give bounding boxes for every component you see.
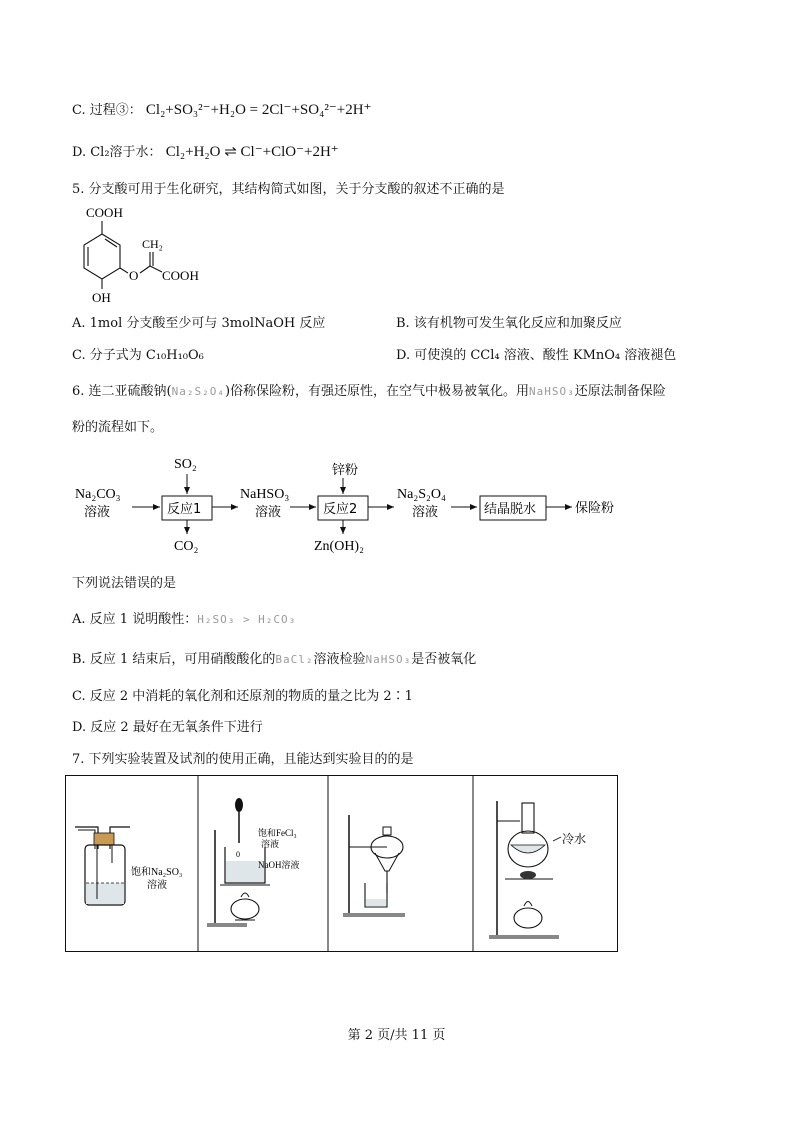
apparatus-a-label2: 溶液 (147, 880, 167, 891)
q4-d-label: D. (72, 145, 91, 160)
q5-option-a: A. 1mol 分支酸至少可与 3molNaOH 反应 (72, 316, 326, 331)
q4-option-d (72, 143, 339, 162)
q6-flow-diagram (70, 450, 670, 560)
q6-option-c: C. 反应 2 中消耗的氧化剂和还原剂的物质的量之比为 2∶1 (72, 689, 413, 704)
q7-apparatus-table (65, 775, 620, 955)
flow-so2: SO₂ (174, 457, 197, 472)
q5-option-b: B. 该有机物可发生氧化反应和加聚反应 (396, 316, 622, 331)
q4-option-c (72, 101, 371, 120)
q6-formula-nahso3: NaHSO₃ (529, 385, 575, 398)
flow-mid-sub: 溶液 (255, 505, 282, 520)
structure-cooh-right: COOH (162, 268, 199, 283)
apparatus-d-label1: 冷水 (562, 832, 587, 846)
q5-option-c: C. 分子式为 C₁₀H₁₀O₆ (72, 348, 204, 363)
q6-option-a-text: A. 反应 1 说明酸性： (72, 612, 198, 627)
chorismic-acid-structure (70, 200, 210, 310)
q6-stem-part2: )俗称保险粉，有强还原性，在空气中极易被氧化。用 (224, 384, 530, 399)
flow-react2: 反应2 (323, 502, 358, 517)
apparatus-a-wash-bottle (75, 827, 182, 905)
structure-cooh-top: COOH (86, 205, 123, 220)
flow-prod-sub: 溶液 (412, 505, 439, 520)
q5-stem: 5. 分支酸可用于生化研究，其结构简式如图，关于分支酸的叙述不正确的是 (72, 182, 505, 197)
q6-stem-line2: 粉的流程如下。 (72, 420, 164, 435)
q6-option-b-formula2: NaHSO₃ (365, 653, 412, 666)
q6-stem-part3: 还原法制备保险 (574, 384, 666, 399)
q6-option-b-text2: 溶液检验 (313, 652, 366, 667)
structure-oh: OH (92, 290, 111, 305)
q6-option-d: D. 反应 2 最好在无氧条件下进行 (72, 720, 263, 735)
q4-d-equation: Cl₂+H₂O ⇌ Cl⁻+ClO⁻+2H⁺ (165, 144, 339, 160)
q4-c-label: C. 过程③： (72, 103, 142, 118)
page-footer: 第 2 页/共 11 页 (347, 1028, 446, 1043)
flow-start-sub: 溶液 (84, 505, 111, 520)
q6-option-a (72, 611, 296, 629)
apparatus-b-heating (207, 798, 300, 927)
q6-formula-na2s2o4: Na₂S₂O₄ (171, 385, 225, 398)
structure-ch2: CH₂ (142, 237, 163, 251)
q6-question: 下列说法错误的是 (72, 576, 177, 591)
apparatus-a-label1: 饱和Na₂SO₃ (131, 867, 183, 878)
q6-option-a-formula: H₂SO₃ > H₂CO₃ (197, 613, 297, 626)
q6-stem-part1: 6. 连二亚硫酸钠( (72, 384, 172, 399)
q4-d-text: Cl₂溶于水： (90, 145, 162, 160)
flow-start: Na₂CO₃ (75, 487, 121, 502)
svg-text:0: 0 (236, 850, 240, 859)
flow-zinc: 锌粉 (332, 463, 359, 478)
q4-c-equation: Cl₂+SO₃²⁻+H₂O = 2Cl⁻+SO₄²⁻+2H⁺ (145, 102, 372, 118)
flow-react1: 反应1 (167, 502, 202, 517)
q5-option-d: D. 可使溴的 CCl₄ 溶液、酸性 KMnO₄ 溶液褪色 (396, 348, 677, 363)
q6-stem (72, 383, 666, 401)
q6-option-b-text1: B. 反应 1 结束后，可用硝酸酸化的 (72, 652, 276, 667)
apparatus-d-sublimation (489, 801, 586, 939)
apparatus-b-label1: 饱和FeCl₃ (258, 828, 297, 838)
flow-co2: CO₂ (174, 539, 199, 554)
flow-znoh: Zn(OH)₂ (314, 539, 364, 554)
apparatus-b-label3: NaOH溶液 (258, 860, 300, 870)
structure-o: O (129, 268, 139, 283)
q7-stem: 7. 下列实验装置及试剂的使用正确，且能达到实验目的的是 (72, 752, 414, 767)
flow-final: 保险粉 (575, 501, 615, 516)
apparatus-b-label2: 溶液 (261, 840, 280, 850)
flow-mid: NaHSO₃ (240, 487, 290, 502)
q6-option-b-text3: 是否被氧化 (411, 652, 477, 667)
apparatus-c-separatory-funnel (343, 815, 405, 917)
q6-option-b (72, 651, 476, 669)
q6-option-b-formula1: BaCl₂ (275, 653, 314, 666)
flow-cryst: 结晶脱水 (484, 502, 537, 517)
flow-prod: Na₂S₂O₄ (397, 487, 446, 502)
